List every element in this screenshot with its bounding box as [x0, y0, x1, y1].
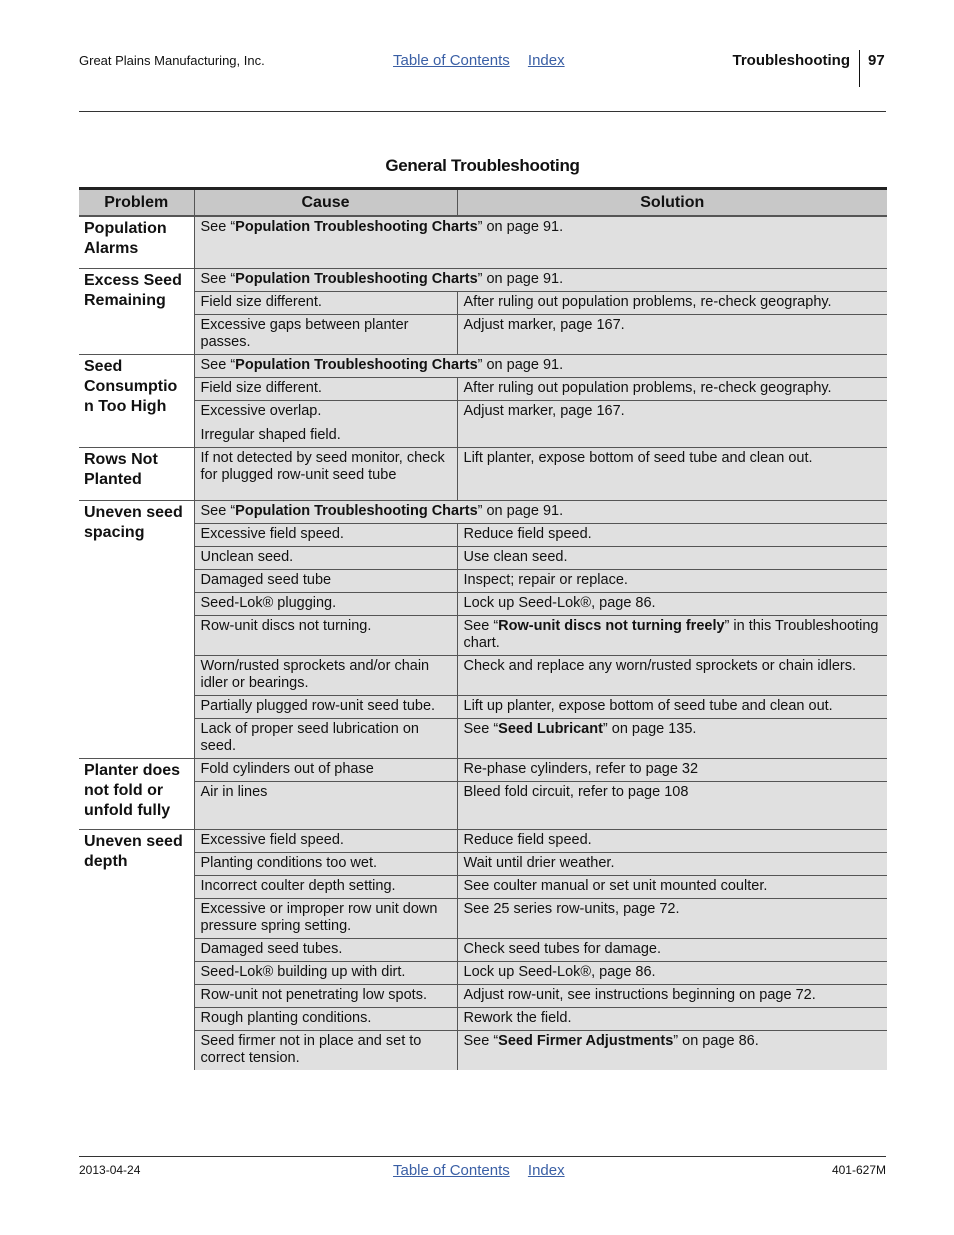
cause-line: Excessive overlap. [200, 402, 322, 419]
problem-cell: Uneven seed depth [79, 829, 194, 1070]
table-row [79, 500, 887, 523]
solution-cell: Reduce field speed. [457, 829, 887, 852]
footer-links [393, 1162, 579, 1179]
solution-cell: See “Seed Lubricant” on page 135. [457, 718, 887, 758]
footer-rule [79, 1156, 886, 1157]
table-row [79, 829, 887, 852]
cause-cell: Excessive field speed. [194, 829, 457, 852]
header-rule [79, 111, 886, 112]
company-name: Great Plains Manufacturing, Inc. [79, 53, 265, 68]
table-row [79, 718, 887, 758]
column-header-problem: Problem [79, 189, 194, 217]
cause-cell: If not detected by seed monitor, check for plugged row-unit seed tube [194, 447, 457, 500]
troubleshooting-table [79, 187, 887, 1070]
cause-cell: Seed firmer not in place and set to correct tension. [194, 1030, 457, 1070]
table-row [79, 291, 887, 314]
solution-cell: Use clean seed. [457, 546, 887, 569]
solution-cell: Lift up planter, expose bottom of seed tube and clean out. [457, 695, 887, 718]
solution-cell: Re-phase cylinders, refer to page 32 [457, 758, 887, 781]
cause-cell: Excessive field speed. [194, 523, 457, 546]
table-row [79, 569, 887, 592]
header-links [393, 52, 579, 69]
cause-cell: Incorrect coulter depth setting. [194, 875, 457, 898]
solution-cell: Check and replace any worn/rusted sprockets or chain idlers. [457, 655, 887, 695]
cause-cell: Damaged seed tubes. [194, 938, 457, 961]
table-row [79, 216, 887, 268]
table-row [79, 781, 887, 829]
cause-cell: Lack of proper seed lubrication on seed. [194, 718, 457, 758]
cause-cell: Worn/rusted sprockets and/or chain idler or bearings. [194, 655, 457, 695]
cause-cell: Excessive gaps between planter passes. [194, 314, 457, 354]
solution-cell: See 25 series row-units, page 72. [457, 898, 887, 938]
table-row [79, 1030, 887, 1070]
table-row [79, 268, 887, 291]
table-row [79, 961, 887, 984]
problem-cell: Planter does not fold or unfold fully [79, 758, 194, 829]
cause-cell: Field size different. [194, 291, 457, 314]
problem-cell: Seed Consumptio n Too High [79, 354, 194, 447]
table-row [79, 523, 887, 546]
index-link[interactable]: Index [527, 52, 565, 69]
cause-cell: Field size different. [194, 377, 457, 400]
table-row [79, 1007, 887, 1030]
table-row [79, 314, 887, 354]
table-row [79, 984, 887, 1007]
cause-cell: See “Population Troubleshooting Charts” on page 91. [194, 216, 887, 268]
table-row [79, 852, 887, 875]
cause-cell: Seed-Lok® plugging. [194, 592, 457, 615]
page-number: 97 [868, 52, 885, 69]
page-title: General Troubleshooting [385, 156, 580, 175]
cause-cell: Row-unit discs not turning. [194, 615, 457, 655]
problem-cell: Uneven seed spacing [79, 500, 194, 758]
cause-cell: Planting conditions too wet. [194, 852, 457, 875]
footer-index-link[interactable]: Index [527, 1162, 565, 1179]
table-row [79, 758, 887, 781]
solution-cell: Adjust row-unit, see instructions beginning on page 72. [457, 984, 887, 1007]
solution-cell: Lock up Seed-Lok®, page 86. [457, 592, 887, 615]
solution-cell: Adjust marker, page 167. [457, 314, 887, 354]
cause-line: Irregular shaped field. [200, 426, 341, 443]
solution-cell: See “Seed Firmer Adjustments” on page 86. [457, 1030, 887, 1070]
table-row [79, 400, 887, 447]
cause-cell: Air in lines [194, 781, 457, 829]
column-header-solution: Solution [457, 189, 887, 217]
table-row [79, 546, 887, 569]
table-row [79, 875, 887, 898]
document-number: 401-627M [831, 1163, 886, 1177]
cause-cell: See “Population Troubleshooting Charts” on page 91. [194, 268, 887, 291]
solution-cell: Bleed fold circuit, refer to page 108 [457, 781, 887, 829]
solution-cell: See “Row-unit discs not turning freely” in this Troubleshooting chart. [457, 615, 887, 655]
cause-cell [194, 400, 457, 447]
table-row [79, 615, 887, 655]
problem-cell: Population Alarms [79, 216, 194, 268]
header-divider [859, 50, 860, 87]
solution-cell: Rework the field. [457, 1007, 887, 1030]
cause-cell: Seed-Lok® building up with dirt. [194, 961, 457, 984]
solution-cell: Lock up Seed-Lok®, page 86. [457, 961, 887, 984]
solution-cell: Inspect; repair or replace. [457, 569, 887, 592]
table-row [79, 898, 887, 938]
table-row [79, 655, 887, 695]
problem-cell: Rows Not Planted [79, 447, 194, 500]
cause-cell: See “Population Troubleshooting Charts” on page 91. [194, 354, 887, 377]
cause-cell: Fold cylinders out of phase [194, 758, 457, 781]
solution-cell: See coulter manual or set unit mounted coulter. [457, 875, 887, 898]
solution-cell: Wait until drier weather. [457, 852, 887, 875]
solution-cell: After ruling out population problems, re-check geography. [457, 377, 887, 400]
table-row [79, 592, 887, 615]
table-row [79, 447, 887, 500]
table-row [79, 938, 887, 961]
table-header-row [79, 189, 887, 217]
solution-cell: After ruling out population problems, re-check geography. [457, 291, 887, 314]
table-row [79, 377, 887, 400]
footer-toc-link[interactable]: Table of Contents [393, 1162, 510, 1179]
cause-cell: Damaged seed tube [194, 569, 457, 592]
toc-link[interactable]: Table of Contents [393, 52, 510, 69]
column-header-cause: Cause [194, 189, 457, 217]
cause-cell: Unclean seed. [194, 546, 457, 569]
table-row [79, 695, 887, 718]
table-row [79, 354, 887, 377]
solution-cell: Lift planter, expose bottom of seed tube and clean out. [457, 447, 887, 500]
solution-cell: Reduce field speed. [457, 523, 887, 546]
footer-date: 2013-04-24 [79, 1163, 141, 1177]
cause-cell: Rough planting conditions. [194, 1007, 457, 1030]
cause-cell: Row-unit not penetrating low spots. [194, 984, 457, 1007]
solution-cell: Adjust marker, page 167. [457, 400, 887, 447]
cause-cell: Excessive or improper row unit down pressure spring setting. [194, 898, 457, 938]
problem-cell: Excess Seed Remaining [79, 268, 194, 354]
cause-cell: Partially plugged row-unit seed tube. [194, 695, 457, 718]
section-title: Troubleshooting [732, 52, 850, 69]
solution-cell: Check seed tubes for damage. [457, 938, 887, 961]
cause-cell: See “Population Troubleshooting Charts” on page 91. [194, 500, 887, 523]
